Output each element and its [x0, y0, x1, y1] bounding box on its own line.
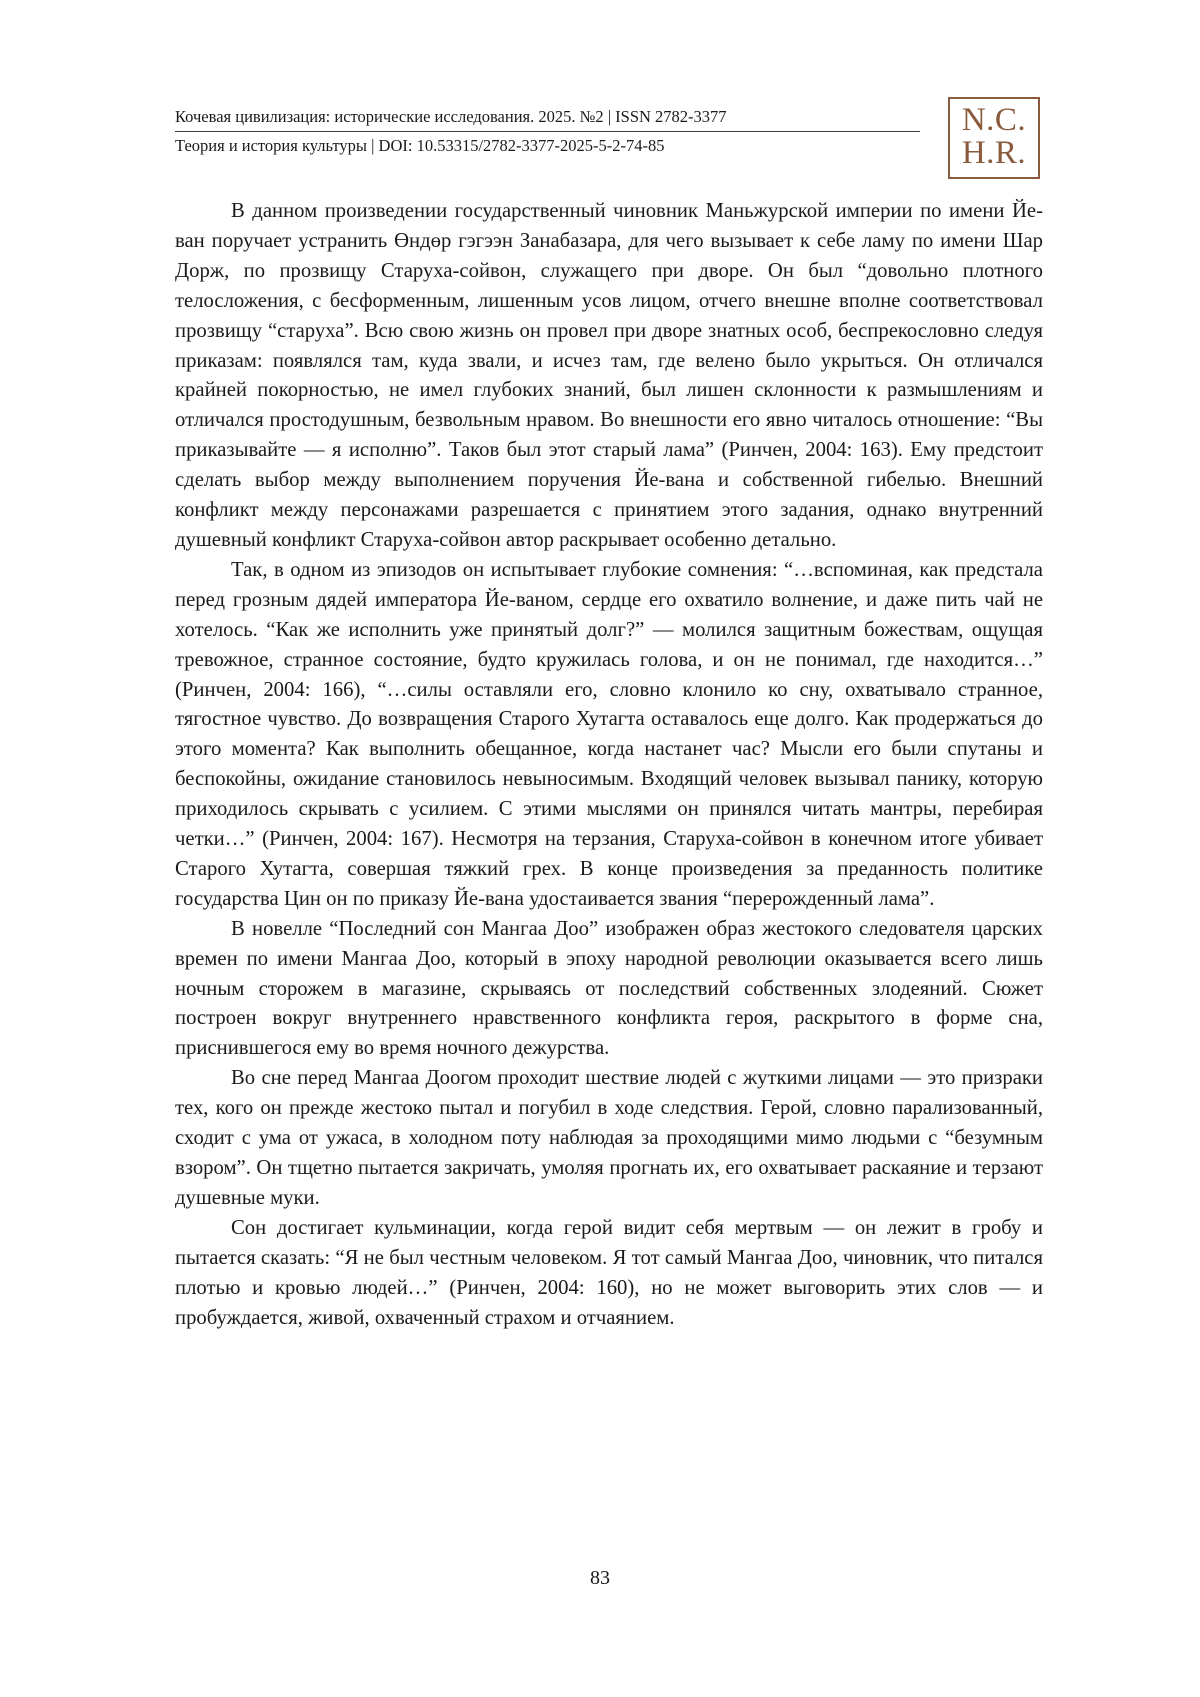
page-number: 83	[590, 1567, 610, 1589]
journal-title-line: Кочевая цивилизация: исторические исследования. 2025. №2 | ISSN 2782-3377	[175, 107, 727, 126]
section-doi-line: Теория и история культуры | DOI: 10.53315/2782-3377-2025-5-2-74-85	[175, 136, 665, 155]
logo-line-2: H.R.	[961, 135, 1027, 171]
running-header	[175, 106, 920, 157]
paragraph: В данном произведении государственный чиновник Маньжурской империи по имени Йе-ван поручает устранить Өндөр гэгээн Занабазара, для чего вызывает к себе ламу по имени Шар Дорж, по прозвищу Старуха-сойвон, служащего при дворе. Он был “довольно плотного телосложения, с бесформенным, лишенным усов лицом, отчего внешне вполне соответствовал прозвищу “старуха”. Всю свою жизнь он провел при дворе знатных особ, беспрекословно следуя приказам: появлялся там, куда звали, и исчез там, где велено было укрыться. Он отличался крайней покорностью, не имел глубоких знаний, был лишен склонности к размышлениям и отличался простодушным, безвольным нравом. Во внешности его явно читалось отношение: “Вы приказывайте — я исполню”. Таков был этот старый лама” (Ринчен, 2004: 163). Ему предстоит сделать выбор между выполнением поручения Йе-вана и собственной гибелью. Внешний конфликт между персонажами разрешается с принятием этого задания, однако внутренний душевный конфликт Старуха-сойвон автор раскрывает особенно детально.	[175, 200, 1043, 551]
paragraph: В новелле “Последний сон Мангаа Доо” изображен образ жестокого следователя царских времен по имени Мангаа Доо, который в эпоху народной революции оказывается всего лишь ночным сторожем в магазине, скрываясь от последствий собственных злодеяний. Сюжет построен вокруг внутреннего нравственного конфликта героя, раскрытого в форме сна, приснившегося ему во время ночного дежурства.	[175, 917, 1043, 1060]
paragraph: Во сне перед Мангаа Доогом проходит шествие людей с жуткими лицами — это призраки тех, кого он прежде жестоко пытал и погубил в ходе следствия. Герой, словно парализованный, сходит с ума от ужаса, в холодном поту наблюдая за проходящими мимо людьми с “безумным взором”. Он тщетно пытается закричать, умоляя прогнать их, его охватывает раскаяние и терзают душевные муки.	[175, 1067, 1043, 1209]
header-rule	[175, 131, 920, 132]
journal-logo	[948, 97, 1040, 179]
paragraph: Сон достигает кульминации, когда герой видит себя мертвым — он лежит в гробу и пытается сказать: “Я не был честным человеком. Я тот самый Мангаа Доо, чиновник, что питался плотью и кровью людей…” (Ринчен, 2004: 160), но не может выговорить этих слов — и пробуждается, живой, охваченный страхом и отчаянием.	[175, 1216, 1043, 1329]
logo-line-1: N.C.	[961, 102, 1027, 138]
paragraph: Так, в одном из эпизодов он испытывает глубокие сомнения: “…вспоминая, как предстала перед грозным дядей императора Йе-ваном, сердце его охватило волнение, и даже пить чай не хотелось. “Как же исполнить уже принятый долг?” — молился защитным божествам, ощущая тревожное, странное состояние, будто кружилась голова, и он не понимал, где находится…” (Ринчен, 2004: 166), “…силы оставляли его, словно клонило ко сну, охватывало странное, тягостное чувство. До возвращения Старого Хутагта оставалось еще долго. Как продержаться до этого момента? Как выполнить обещанное, когда настанет час? Мысли его были спутаны и беспокойны, ожидание становилось невыносимым. Входящий человек вызывал панику, которую приходилось скрывать с усилием. С этими мыслями он принялся читать мантры, перебирая четки…” (Ринчен, 2004: 167). Несмотря на терзания, Старуха-сойвон в конечном итоге убивает Старого Хутагта, совершая тяжкий грех. В конце произведения за преданность политике государства Цин он по приказу Йе-вана удостаивается звания “перерожденный лама”.	[175, 558, 1043, 910]
article-body	[175, 197, 1043, 1333]
